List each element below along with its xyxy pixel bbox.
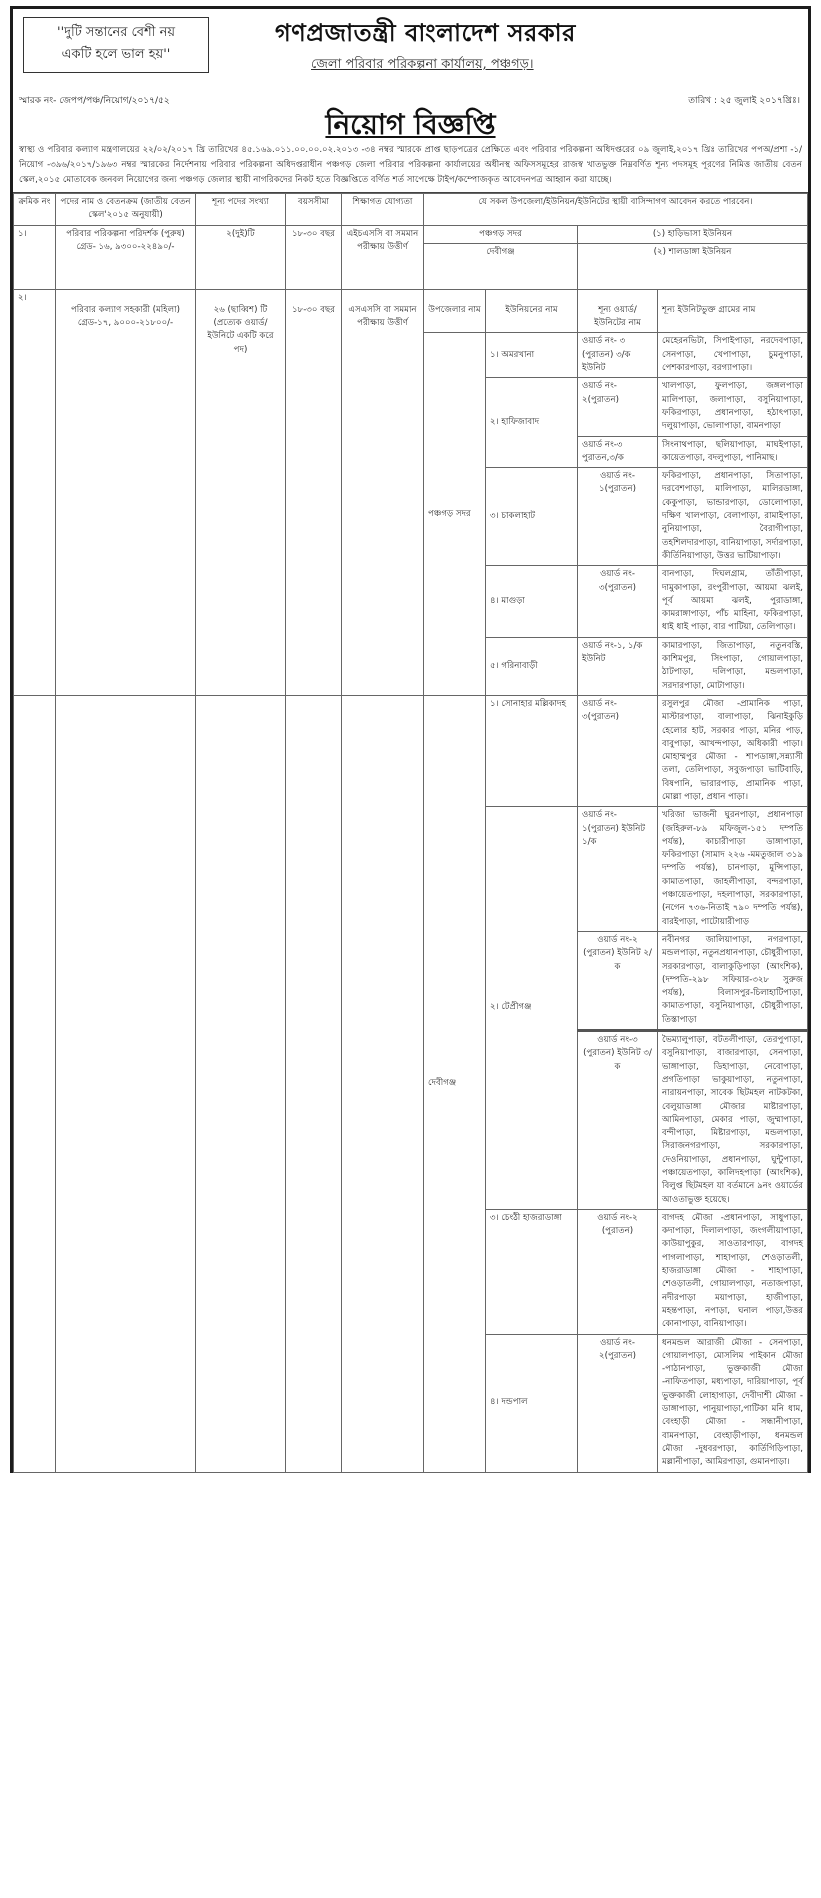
row1-upazila-1: পঞ্চগড় সদর [424,225,578,243]
recruitment-notice-page [10,6,811,1473]
ward-name: ওয়ার্ড নং-২ (পুরাতন) [578,1209,658,1334]
union-name: ৩। চেংঠী হাজরাডাঙ্গা [486,1209,578,1334]
union-name: ১। সোনাহার মল্লিকাদহ [486,695,578,806]
header-eligible: যে সকল উপজেলা/ইউনিয়ন/ইউনিটের স্থায়ী বাসিন্দাগণ আবেদন করতে পারবেন। [424,194,808,226]
table-row [14,289,808,333]
row1-upazila-2: দেবীগঞ্জ [424,243,578,289]
row1-post: পরিবার পরিকল্পনা পরিদর্শক (পুরুষ) গ্রেড- ১৬, ৯৩০০-২২৪৯০/- [56,225,196,289]
upazila-panchagarh-sadar: পঞ্চগড় সদর [424,333,486,695]
header-serial: ক্রমিক নং [14,194,56,226]
header-post: পদের নাম ও বেতনক্রম (জাতীয় বেতন স্কেল'২০১৫ অনুযায়ী) [56,194,196,226]
empty-cell [56,695,196,1472]
ward-name: ওয়ার্ড নং- ১(পুরাতন) ইউনিট ১/ক [578,807,658,932]
empty-cell [286,695,342,1472]
row2-age: ১৮-৩০ বছর [286,289,342,695]
village-list: ফকিরপাড়া, প্রধানপাড়া, সিতাপাড়া, দরবেশপাড়া, মালিপাড়া, মালিরডাঙ্গা, কেকুপাড়া, ভান্ডারপাড়া, ডোলোপাড়া, দক্ষিণ খালপাড়া, বেলাপাড়া, রামাইপাড়া, নুনিয়াপাড়া, বৈরাগীপাড়া, তহশিলদারপাড়া, বানিয়াপাড়া, সর্দারপাড়া, কীর্তিনিয়াপাড়া, উত্তর ভাটিয়াপাড়া। [658,468,808,566]
village-list: ভৈম্যালুপাড়া, বটতলীপাড়া, তেরপুপাড়া, বসুনিয়াপাড়া, বাজারপাড়া, সেনপাড়া, ভাঙ্গাপাড়া, ডিহাপাড়া, নেবোপাড়া, প্রগতিপাড়া ভাকুয়াপাড়া, নতুনপাড়া, নারায়নপাড়া, সাবেক ছিটমহল নাটকটকা, বেলুয়াডাঙ্গা মৌজার মাষ্টারপাড়া, আমিনপাড়া, মেকার পাড়া, জুম্মাপাড়া, বন্দীপাড়া, মিষ্টারপাড়া, মন্ডলপাড়া, সিরাজনগরপাড়া, সরকারপাড়া, দেওনিয়াপাড়া, প্রধানপাড়া, ঘুন্টুপাড়া, পঞ্চায়েতপাড়া, কালিদহপাড়া (আংশিক), বিলুপ্ত ছিটমহল যা বর্তমানে ৯নং ওয়ার্ডের আওতাভুক্ত হয়েছে। [658,1031,808,1210]
row2-serial: ২। [14,289,56,695]
row1-serial: ১। [14,225,56,289]
ward-name: ওয়ার্ড নং-৩ (পুরাতন) ইউনিট ৩/ক [578,1031,658,1210]
table-header-row [14,194,808,226]
row1-union-2: (২) শালডাঙ্গা ইউনিয়ন [578,243,808,289]
row1-vacancies: ২(দুই)টি [196,225,286,289]
vacancy-table [13,193,808,1473]
ward-name: ওয়ার্ড নং-২ (পুরাতন) ইউনিট ২/ক [578,931,658,1030]
row2-education: এসএসসি বা সমমান পরীক্ষায় উত্তীর্ণ [342,289,424,695]
village-list: রসুলপুর মৌজা -প্রামানিক পাড়া, মাস্টারপাড়া, বালাপাড়া, ঝিনাইকুড়ি হেলোর হাট, সরকার পাড়া, মনির পাড়, বাবুপাড়া, আখন্দপাড়া, অধিকারী পাড়া।মোহাম্মপুর মৌজা - শাপডাঙ্গা,সন্ন্যাসী তলা, তেলিপাড়া, সবুজপাড়া ভাটিবাড়ি, বিষপানি, ভারারপাড়, প্রামানিক পাড়া, মোল্লা পাড়া, প্রধান পাড়া। [658,695,808,806]
empty-cell [14,695,56,1472]
notice-header [13,9,808,141]
ward-name: ওয়ার্ড নং- ৩(পুরাতন) [578,695,658,806]
row1-union-1: (১) হাড়িভাসা ইউনিয়ন [578,225,808,243]
ward-name: ওয়ার্ড নং-৩ পুরাতন,৩/ক [578,436,658,468]
subheader-union: ইউনিয়নের নাম [486,289,578,333]
village-list: খরিজা ভাজনী ঘুরনপাড়া, প্রধানপাড়া (জহিরুল-৮৯ মফিজুল-১৫১ দম্পতি পর্যন্ত), কাচারীপাড়া ডাঙ্গাপাড়া, ফকিরপাড়া (সামাদ ২২৬ -মমতুজাল ৩১৯ দম্পতি পর্যন্ত), চানপাড়া, মুন্সিপাড়া, কামাতপাড়া, জাহলীপাড়া, বন্দরপাড়া, পঞ্চায়েতপাড়া, দহলাপাড়া, সরকারপাড়া, (নগেন ৭৩৬-নিতাই ৭৯০ দম্পতি পর্যন্ত), বারইপাড়া, পাটোয়ারীপাড় [658,807,808,932]
government-title: গণপ্রজাতন্ত্রী বাংলাদেশ সরকার [275,18,576,47]
subheader-ward: শূন্য ওয়ার্ড/ ইউনিটের নাম [578,289,658,333]
slogan-box [23,17,209,73]
empty-cell [196,695,286,1472]
village-list: বাগদহ মৌজা -প্রধানপাড়া, সাধুপাড়া, কদাপাড়া, দিলালপাড়া, জংগলীয়াপাড়া, কাউয়াপুকুর, সাওতারপাড়া, বাগদহ পাগলাপাড়া, শাহাপাড়া, শেওড়াতলী, হাজরাডাঙ্গা মৌজা - শাহাপাড়া, শেওড়াতলী, গোয়ালপাড়া, নতাজপাড়া, নদীরপাড়া ময়াপাড়া, হাজীপাড়া, মহন্তপাড়া, নপাড়া, ঘনাল পাড়া,উত্তর কোনাপাড়া, বানিয়াপাড়া। [658,1209,808,1334]
union-name: ৪। মাগুড়া [486,566,578,637]
row2-vacancies: ২৬ (ছাব্বিশ) টি (প্রত্যেক ওয়ার্ড/ ইউনিটে একটি করে পদ) [196,289,286,695]
table-row [14,695,808,806]
union-name: ৩। চাকলাহাট [486,468,578,566]
village-list: খালপাড়া, ফুলপাড়া, জঙ্গলপাড়া মালিপাড়া, জলাপাড়া, বসুনিয়াপাড়া, ফকিরপাড়া, প্রধানপাড়া, হঠাৎপাড়া, দলুয়াপাড়া, ভোলাপাড়া, বামনপাড়া [658,378,808,436]
village-list: নবীনগর জালিয়াপাড়া, নগরপাড়া, মন্ডলপাড়া, নতুনপ্রধানপাড়া, চৌধুরীপাড়া, সরকারপাড়া, বালাকুড়িপাড়া (আংশিক), (দম্পতি-২৯৮ সফিয়ার-৩২৮ সুরুজ পর্যন্ত), বিলাসপুর-চিলাহাটিপাড়া, কামাতপাড়া, বসুনিয়াপাড়া, চৌধুরীপাড়া, তিস্তাপাড়া [658,931,808,1030]
memo-date: তারিখ : ২৫ জুলাই ২০১৭খ্রিঃ। [688,96,800,106]
header-education: শিক্ষাগত যোগ্যতা [342,194,424,226]
notice-title: নিয়োগ বিজ্ঞপ্তি [325,108,496,141]
ward-name: ওয়ার্ড নং- ৩ (পুরাতন) ৩/ক ইউনিট [578,333,658,378]
union-name: ৪। দন্ডপাল [486,1334,578,1472]
slogan-line-2: একটি হলে ভাল হয়'' [61,47,171,62]
ward-name: ওয়ার্ড নং- ২(পুরাতন) [578,378,658,436]
village-list: কামারপাড়া, জিতাপাড়া, নতুনবস্তি, কাশিমপুর, সিংপাড়া, গোয়ালপাড়া, ঠাটপাড়া, দলিপাড়া, মন্ডলপাড়া, সরদারপাড়া, মোটাপাড়া। [658,637,808,695]
header-vacancies: শূন্য পদের সংখ্যা [196,194,286,226]
union-name: ২। হাফিজাবাদ [486,378,578,468]
ward-name: ওয়ার্ড নং- ৩(পুরাতন) [578,566,658,637]
ward-name: ওয়ার্ড নং- ২(পুরাতন) [578,1334,658,1472]
subheader-upazila: উপজেলার নাম [424,289,486,333]
village-list: সিংনাথপাড়া, ছলিয়াপাড়া, মাঘইপাড়া, কায়েতপাড়া, বদলুপাড়া, পানিমাছ। [658,436,808,468]
union-name: ২। টেপ্রীগঞ্জ [486,807,578,1210]
village-list: বানপাড়া, দিঘলগ্রাম, তাঁতীপাড়া, দামুকাপাড়া, রংপুরীপাড়া, আয়মা ঝলই, পূর্ব আয়মা ঝলই, পুরাডাঙ্গা, কামরাঙ্গাপাড়া, পাঁচ মাহিনা, ফকিরপাড়া, ধাই ধাই পাড়া, বার পাটিয়া, তেলিপাড়া। [658,566,808,637]
subheader-villages: শূন্য ইউনিটভুক্ত গ্রামের নাম [658,289,808,333]
ward-name: ওয়ার্ড নং-১, ১/ক ইউনিট [578,637,658,695]
row1-education: এইচএসসি বা সমমান পরীক্ষায় উত্তীর্ণ [342,225,424,289]
header-age: বয়সসীমা [286,194,342,226]
ward-name: ওয়ার্ড নং- ১(পুরাতন) [578,468,658,566]
village-list: ধনমন্ডল আরাজী মৌজা - সেনপাড়া, গোয়ালপাড়া, মোসলিম পাইকান মৌজা -পাঠানপাড়া, ভুক্তকাজী মৌজা -নাফিতপাড়া, মধ্যপাড়া, দারিয়াপাড়া, পূর্ব ভুক্তকাজী লোহাগাড়া, দেবীদাশী মৌজা - ডাঙ্গাপাড়া, পানুয়াপাড়া,পাটিকা মনি ধাম, বেংহাড়ী মৌজা - সন্ধানীপাড়া, বামনপাড়া, বেংহাড়ীপাড়া, ধনমন্ডল মৌজা -দুধবরপাড়া, কার্তিগিড়িপাড়া, মল্লানীপাড়া, আমিরপাড়া, গুমানপাড়া। [658,1334,808,1472]
empty-cell [342,695,424,1472]
union-name: ১। অমরখানা [486,333,578,378]
slogan-line-1: ''দুটি সন্তানের বেশী নয় [57,25,175,40]
village-list: মেহেরনভিটা, সিপাইপাড়া, নরদেবপাড়া, সেনপাড়া, খেপাপাড়া, চুমনুপাড়া, পেশকারপাড়া, বরগ্যাপাড়া। [658,333,808,378]
intro-paragraph: স্বাস্থ্য ও পরিবার কল্যাণ মন্ত্রণালয়ের ২২/০২/২০১৭ খ্রি তারিখের ৪৫.১৬৯.০১১.০০.০০.০২.২০১৩ -৩৪ নম্বর স্মারকে প্রাপ্ত ছাড়পত্রের প্রেক্ষিতে এবং পরিবার পরিকল্পনা অধিদপ্তরের ০৯ জুলাই,২০১৭ খ্রিঃ তারিখের পপঅ/প্রশা -১/নিয়োগ -৩৯৬/২০১৭/১৯৬৩ নম্বর স্মারকের নির্দেশনায় পরিবার পরিকল্পনা অধিদপ্তরাধীন পঞ্চগড় জেলা পরিবার পরিকল্পনা কার্যালয়ের অধীনস্থ অফিসসমূহের রাজস্ব খাতভুক্ত নিম্নবর্ণিত শূন্য পদসমূহ পূরণের নিমিত্ত জাতীয় বেতন স্কেল,২০১৫ মোতাবেক জনবল নিয়োগের জন্য পঞ্চগড় জেলার স্থায়ী নাগরিকদের নিকট হতে বিজ্ঞপ্তিতে বর্ণিত শর্ত সাপেক্ষে টাইপ/কম্পোজকৃত আবেদনপত্র আহ্বান করা যাচ্ছে। [13,129,808,193]
upazila-debiganj: দেবীগঞ্জ [424,695,486,1472]
office-name: জেলা পরিবার পরিকল্পনা কার্যালয়, পঞ্চগড়। [311,57,534,72]
memo-number: স্মারক নং- জেপপ/পঞ্চ/নিয়োগ/২০১৭/৫২ [19,96,170,106]
union-name: ৫। গরিনাবাড়ী [486,637,578,695]
table-row [14,225,808,243]
row1-age: ১৮-৩০ বছর [286,225,342,289]
row2-post: পরিবার কল্যাণ সহকারী (মহিলা) গ্রেড-১৭, ৯০০০-২১৮০০/- [56,289,196,695]
